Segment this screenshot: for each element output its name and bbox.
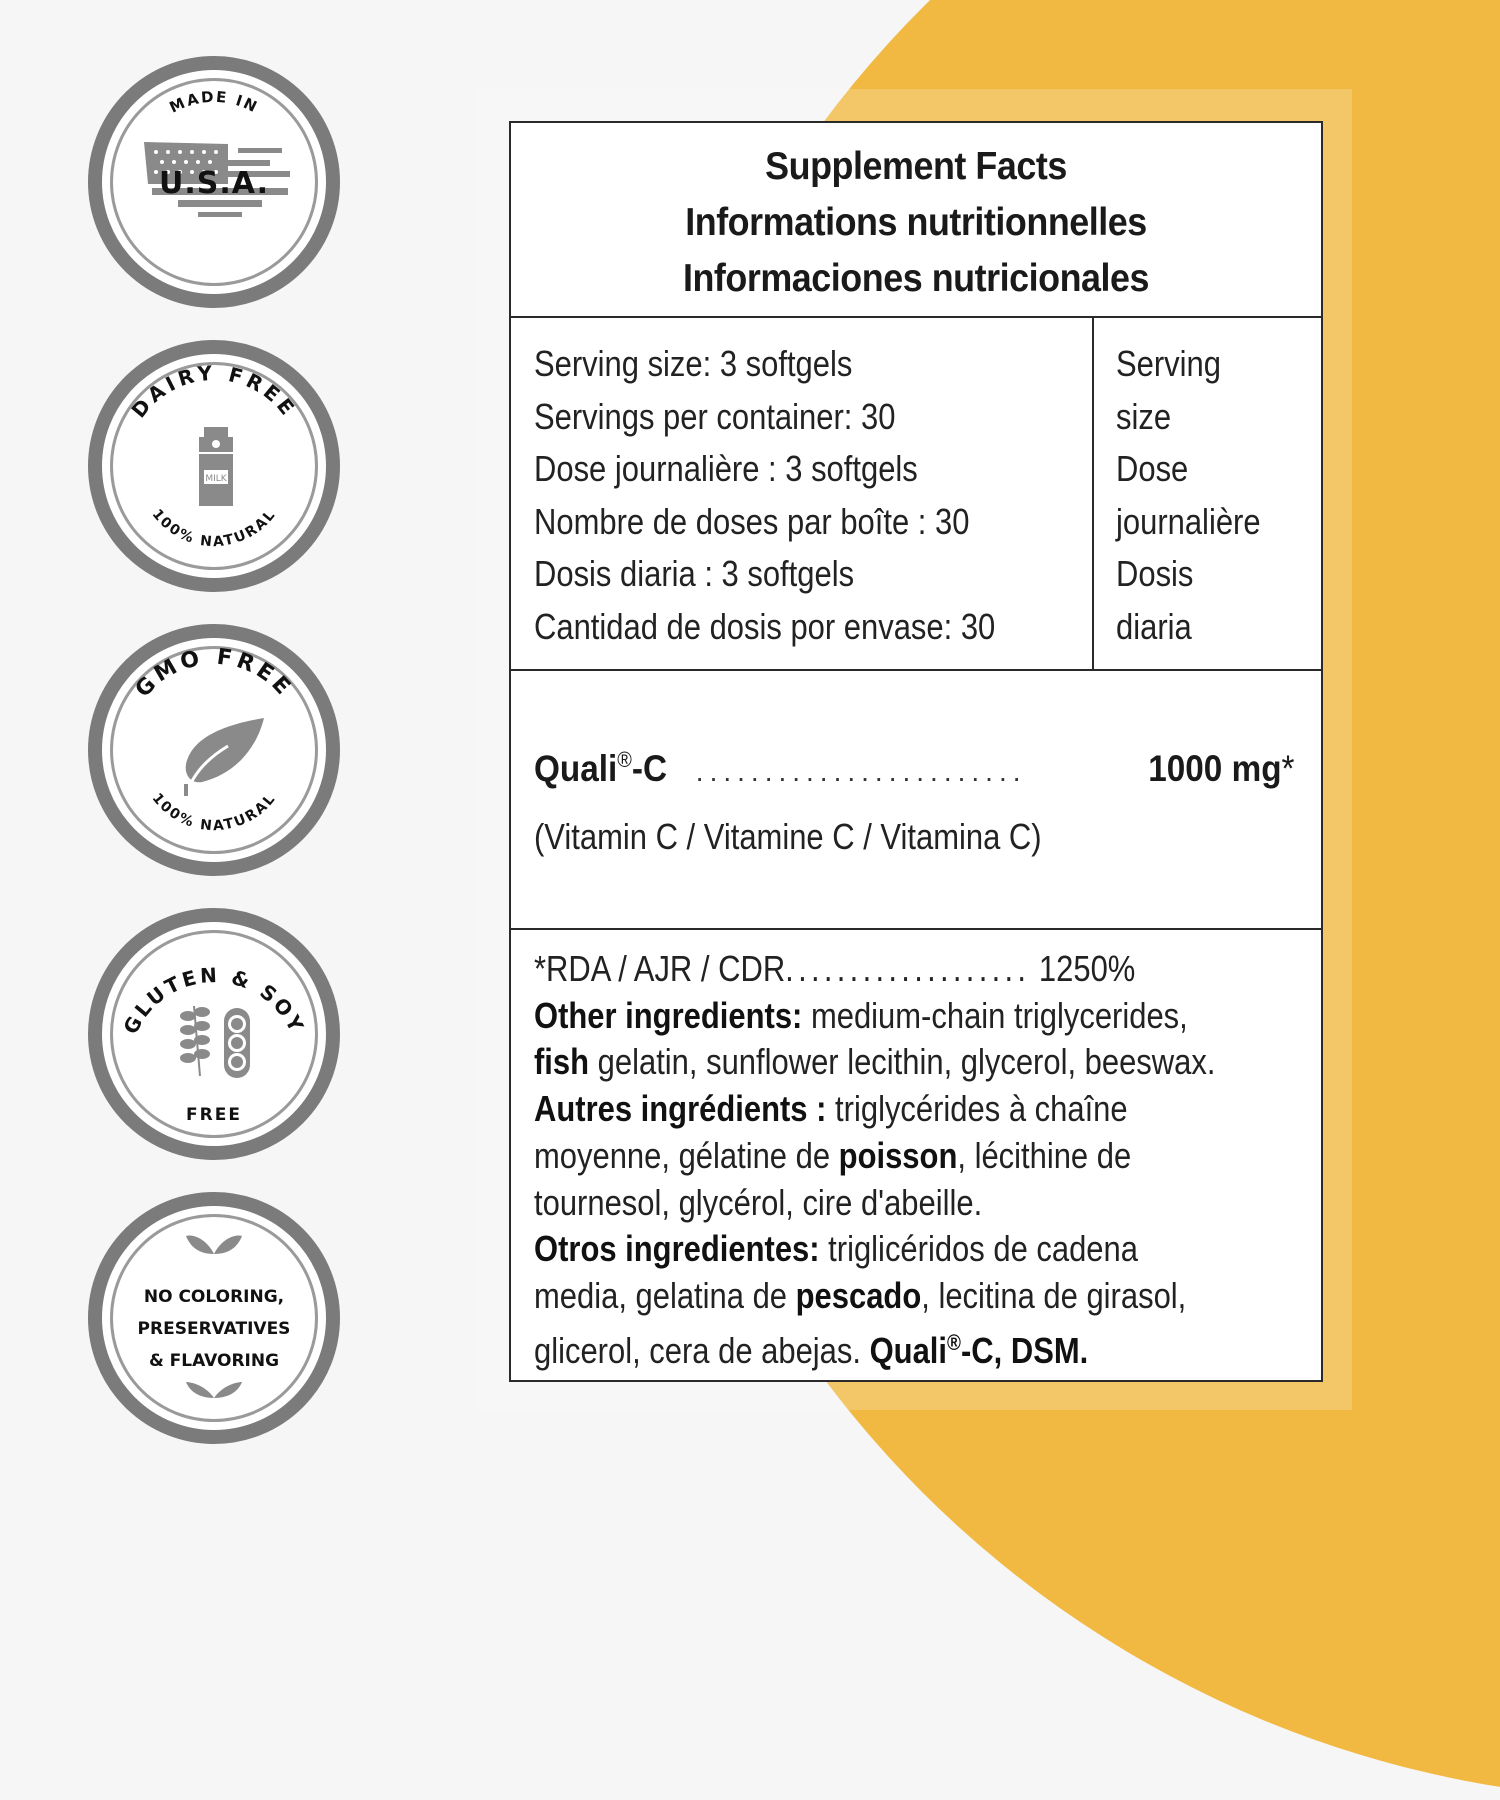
- badge-gmo-free: [88, 624, 340, 876]
- serving-details: [511, 318, 1094, 669]
- svg-text:GLUTEN & SOY: GLUTEN & SOY: [118, 962, 310, 1038]
- svg-text:100% NATURAL: 100% NATURAL: [148, 790, 280, 835]
- leaves-icon: [88, 1192, 340, 1444]
- supplement-facts-panel: [509, 121, 1323, 1382]
- svg-text:MADE IN: MADE IN: [166, 87, 262, 117]
- serving-line: Servings per container: 30: [534, 395, 896, 437]
- active-ingredient: [511, 671, 1321, 930]
- badge-gluten-soy-free: [88, 908, 340, 1160]
- title-fr: Informations nutritionnelles: [685, 201, 1147, 244]
- svg-text:FREE: FREE: [186, 1105, 242, 1125]
- svg-text:U.S.A.: U.S.A.: [159, 166, 269, 201]
- svg-text:GMO FREE: GMO FREE: [130, 644, 298, 703]
- column-label: diaria: [1116, 605, 1192, 647]
- leader-dots: ...................: [785, 948, 1031, 989]
- ingredients-en: Other ingredients: medium-chain triglycerides, fish gelatin, sunflower lecithin, glycerol, beeswax.: [534, 994, 1216, 1083]
- serving-line: Dosis diaria : 3 softgels: [534, 553, 855, 594]
- serving-info: [511, 318, 1321, 671]
- svg-text:MILK: MILK: [205, 474, 227, 484]
- serving-line: Nombre de doses par boîte : 30: [534, 500, 970, 542]
- svg-text:PRESERVATIVES: PRESERVATIVES: [137, 1319, 291, 1339]
- svg-text:& FLAVORING: & FLAVORING: [148, 1351, 280, 1371]
- ingredient-subtitle: (Vitamin C / Vitamine C / Vitamina C): [534, 816, 1042, 857]
- column-label: Dosis: [1116, 553, 1194, 594]
- column-label: size: [1116, 395, 1172, 437]
- ingredient-row: [534, 747, 1294, 790]
- ingredient-name: Quali®-C: [534, 747, 668, 789]
- rda-label: *RDA / AJR / CDR: [534, 948, 786, 989]
- serving-line: Serving size: 3 softgels: [534, 343, 853, 384]
- ingredients-fr: Autres ingrédients : triglycérides à chaîne moyenne, gélatine de poisson, lécithine de tournesol, glycérol, cire d'abeille.: [534, 1088, 1132, 1223]
- panel-title: [511, 123, 1321, 318]
- leaf-icon: [88, 624, 340, 876]
- ingredients-es: Otros ingredientes: triglicéridos de cadena media, gelatina de pescado, lecitina de girasol, glicerol, cera de abejas. Quali®-C, DSM.: [534, 1228, 1187, 1371]
- leader-dots: ........................: [695, 756, 1027, 787]
- wheat-soybean-icon: [88, 908, 340, 1160]
- svg-text:NO COLORING,: NO COLORING,: [143, 1287, 285, 1307]
- serving-line: Dose journalière : 3 softgels: [534, 448, 918, 489]
- title-es: Informaciones nutricionales: [682, 257, 1150, 300]
- column-label: Dose: [1116, 448, 1189, 489]
- column-label: Serving: [1116, 343, 1221, 384]
- milk-carton-icon: [88, 340, 340, 592]
- serving-line: Cantidad de dosis por envase: 30: [534, 605, 996, 647]
- svg-text:DAIRY FREE: DAIRY FREE: [126, 360, 302, 423]
- svg-text:100% NATURAL: 100% NATURAL: [148, 506, 280, 551]
- rda-row: [534, 946, 1291, 993]
- usa-flag-map-icon: [88, 56, 340, 308]
- badge-made-in-usa: [88, 56, 340, 308]
- badge-no-additives: [88, 1192, 340, 1444]
- title-en: Supplement Facts: [765, 145, 1067, 188]
- other-ingredients: [511, 930, 1321, 1380]
- badge-dairy-free: [88, 340, 340, 592]
- column-label: journalière: [1116, 500, 1261, 542]
- serving-header-column: [1096, 318, 1321, 669]
- ingredient-amount: 1000 mg*: [1147, 748, 1294, 789]
- rda-value: 1250%: [1038, 948, 1136, 989]
